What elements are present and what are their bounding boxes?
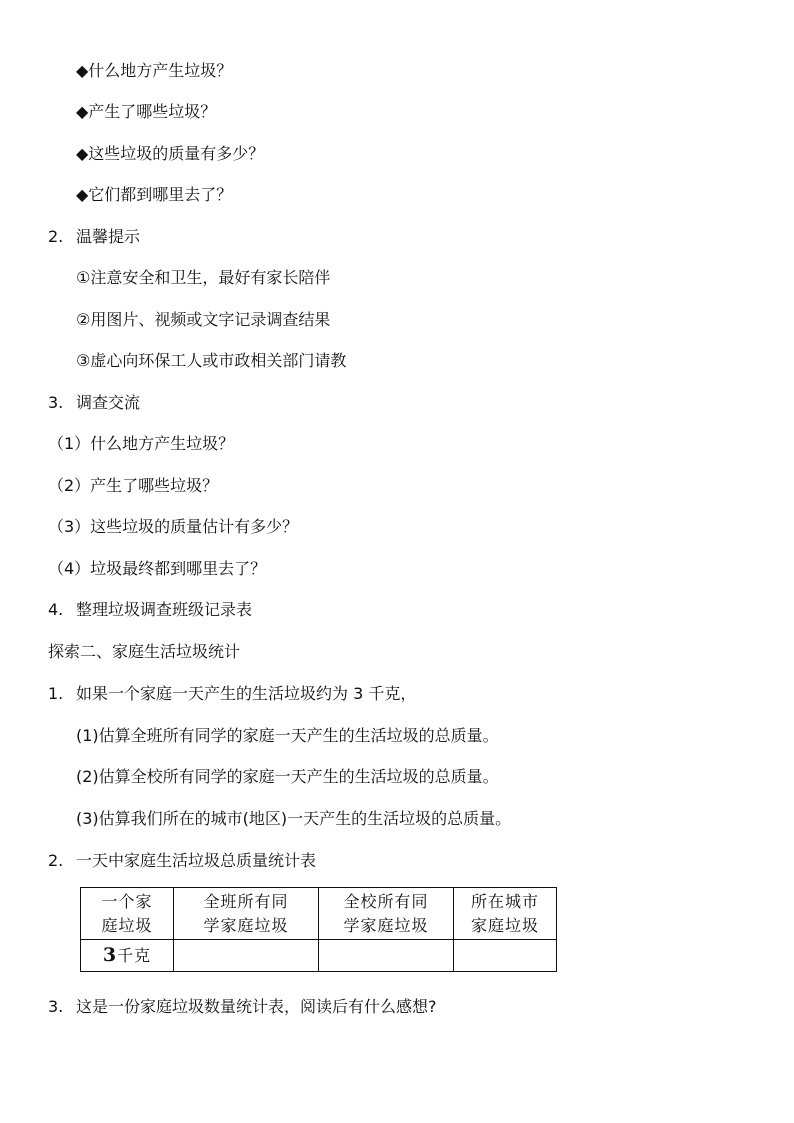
question-number: 1. [48, 684, 64, 703]
table-cell[interactable] [454, 940, 557, 972]
header-cell [454, 888, 557, 940]
header-line: 所在城市 [470, 891, 539, 911]
garbage-stat-table [80, 887, 557, 972]
table-row [81, 940, 557, 972]
question-number: 2. [48, 851, 64, 870]
section-title: 调查交流 [76, 393, 141, 412]
question-number: 3. [48, 997, 64, 1016]
sub-question: (2)估算全校所有同学的家庭一天产生的生活垃圾的总质量。 [76, 767, 499, 786]
table-header-row [81, 888, 557, 940]
bullet-item: ◆什么地方产生垃圾？ [76, 61, 233, 80]
sub-question: (3)估算我们所在的城市(地区)一天产生的生活垃圾的总质量。 [76, 809, 512, 828]
question-item: （1）什么地方产生垃圾？ [48, 434, 235, 453]
header-cell [174, 888, 319, 940]
value-unit: 千克 [117, 946, 152, 965]
question-item: （3）这些垃圾的质量估计有多少？ [48, 517, 299, 536]
table-cell[interactable] [319, 940, 454, 972]
header-line: 家庭垃圾 [470, 915, 539, 935]
bullet-item: ◆它们都到哪里去了？ [76, 185, 233, 204]
bullet-item: ◆产生了哪些垃圾？ [76, 102, 217, 121]
section-number: 3. [48, 393, 64, 412]
header-line: 全校所有同 [343, 891, 429, 911]
explore-title: 探索二、家庭生活垃圾统计 [48, 642, 241, 661]
header-line: 学家庭垃圾 [203, 915, 289, 935]
question-text: 这是一份家庭垃圾数量统计表，阅读后有什么感想? [76, 997, 437, 1016]
table-cell[interactable] [174, 940, 319, 972]
header-cell [319, 888, 454, 940]
section-title: 整理垃圾调查班级记录表 [76, 600, 253, 619]
table-cell [81, 940, 174, 972]
header-line: 一个家 [101, 891, 153, 911]
header-line: 全班所有同 [203, 891, 289, 911]
question-text: 如果一个家庭一天产生的生活垃圾约为 3 千克， [76, 684, 417, 703]
sub-question: (1)估算全班所有同学的家庭一天产生的生活垃圾的总质量。 [76, 726, 499, 745]
tip-item: ②用图片、视频或文字记录调查结果 [76, 310, 331, 329]
section-title: 温馨提示 [76, 227, 141, 246]
header-line: 庭垃圾 [101, 915, 153, 935]
value-number: 3 [102, 944, 118, 966]
bullet-item: ◆这些垃圾的质量有多少？ [76, 144, 265, 163]
question-text: 一天中家庭生活垃圾总质量统计表 [76, 851, 317, 870]
question-item: （2）产生了哪些垃圾？ [48, 476, 219, 495]
tip-item: ①注意安全和卫生，最好有家长陪伴 [76, 268, 331, 287]
tip-item: ③虚心向环保工人或市政相关部门请教 [76, 351, 347, 370]
question-item: （4）垃圾最终都到哪里去了？ [48, 559, 267, 578]
section-number: 4. [48, 600, 64, 619]
header-cell [81, 888, 174, 940]
section-number: 2. [48, 227, 64, 246]
header-line: 学家庭垃圾 [343, 915, 429, 935]
